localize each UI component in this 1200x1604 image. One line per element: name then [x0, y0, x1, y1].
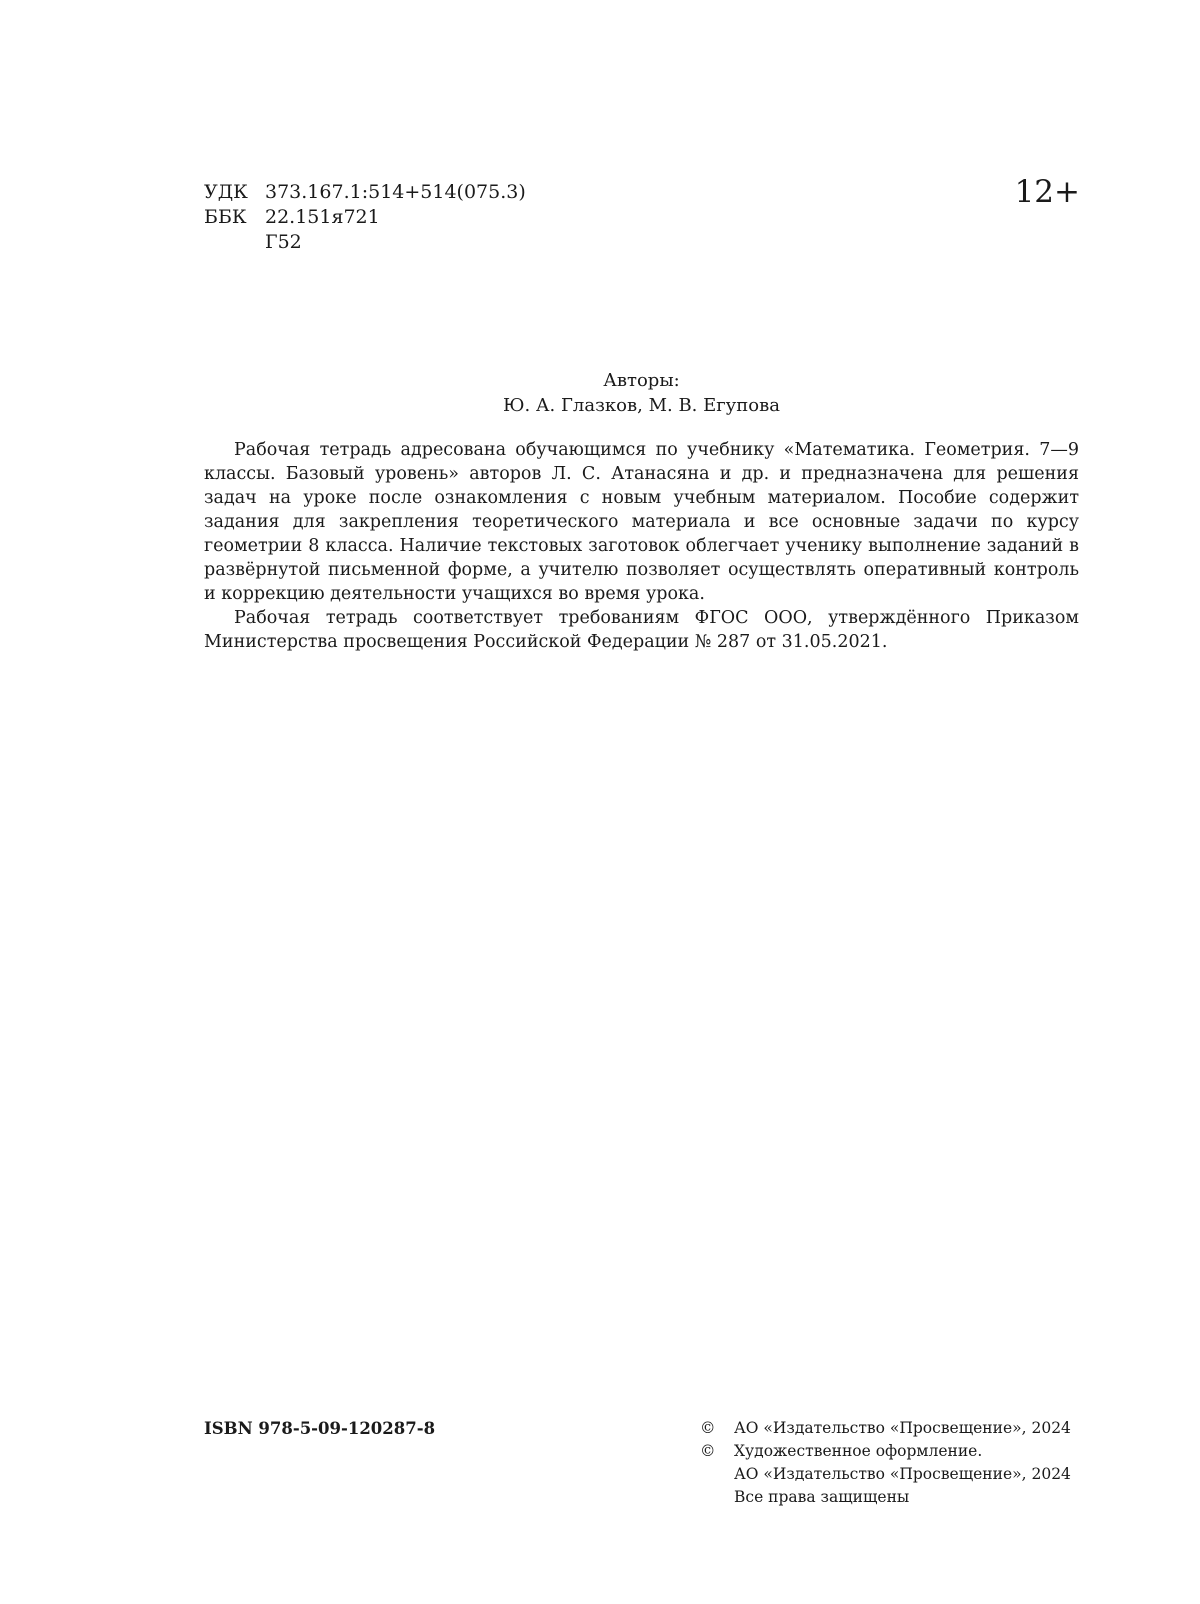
author-mark-row	[204, 230, 526, 255]
bbk-value: 22.151я721	[265, 206, 380, 228]
copyright-symbol: ©	[700, 1442, 716, 1460]
copyright-block	[700, 1417, 1071, 1509]
copyright-rights: Все права защищены	[734, 1488, 910, 1506]
copyright-line-4	[700, 1486, 1071, 1509]
bbk-label: ББК	[204, 206, 247, 228]
authors-block	[204, 368, 1079, 418]
bbk-row	[204, 205, 526, 230]
isbn: ISBN 978-5-09-120287-8	[204, 1419, 436, 1438]
annotation-paragraph-2: Рабочая тетрадь соответствует требованиям ФГОС ООО, утверждённого Приказом Министерства просвещения Российской Федерации № 287 от 31.05.2021.	[204, 608, 1079, 652]
catalog-block	[204, 180, 526, 255]
udk-label: УДК	[204, 181, 248, 203]
copyright-line-1	[700, 1417, 1071, 1440]
copyright-symbol: ©	[700, 1419, 716, 1437]
copyright-design-publisher: АО «Издательство «Просвещение», 2024	[734, 1465, 1071, 1483]
authors-heading: Авторы:	[603, 370, 680, 391]
age-rating: 12+	[1014, 174, 1080, 210]
copyright-design: Художественное оформление.	[734, 1442, 983, 1460]
authors-names: Ю. А. Глазков, М. В. Егупова	[503, 395, 780, 416]
copyright-publisher: АО «Издательство «Просвещение», 2024	[734, 1419, 1071, 1437]
author-mark: Г52	[265, 231, 302, 253]
annotation	[204, 438, 1079, 654]
copyright-line-2	[700, 1440, 1071, 1463]
copyright-line-3	[700, 1463, 1071, 1486]
udk-row	[204, 180, 526, 205]
annotation-paragraph-1: Рабочая тетрадь адресована обучающимся по учебнику «Математика. Геометрия. 7—9 классы. Базовый уровень» авторов Л. С. Атанасяна и др. и предназначена для решения задач на уроке после ознакомления с новым учебным материалом. Пособие содержит задания для закрепления теоретического материала и все основные задачи по курсу геометрии 8 класса. Наличие текстовых заготовок облегчает ученику выполнение заданий в развёрнутой письменной форме, а учителю позволяет осуществлять оперативный контроль и коррекцию деятельности учащихся во время урока.	[204, 440, 1079, 604]
udk-value: 373.167.1:514+514(075.3)	[265, 181, 526, 203]
